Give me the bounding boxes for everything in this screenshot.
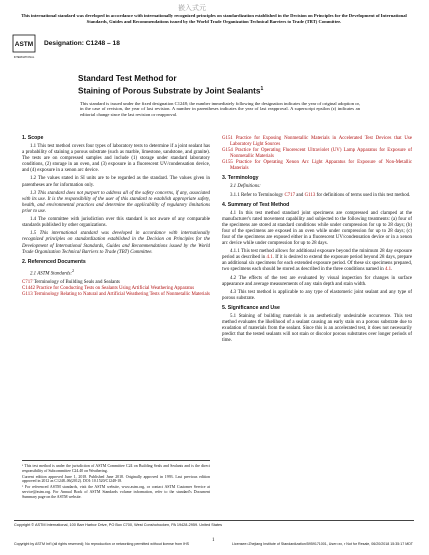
link-section-4-1[interactable]: 4.1 bbox=[266, 255, 273, 261]
para-1-1: 1.1 This test method covers four types of laboratory tests to determine if a joint sealant has a probability of staining a porous substrate (such as marble, limestone, sandstone, and granite). The tests are on compressed samples and include (1) storage under standard laboratory conditions, (2) storage in an oven, and (3) exposure in a fluorescent UV/condensation device, and (4) exposure in a xenon arc device. bbox=[22, 144, 210, 174]
section-5-heading: 5. Significance and Use bbox=[222, 304, 280, 311]
para-4-2: 4.2 The effects of the test are evaluated by visual inspection for changes in surface appearance and average measurements of any stain depth and stain width. bbox=[222, 275, 412, 287]
title-line-2 bbox=[78, 84, 358, 97]
reference-title[interactable]: Terminology Relating to Natural and Artificial Weathering Tests of Nonmetallic Materials bbox=[32, 291, 210, 297]
para-1-5: 1.5 This international standard was developed in accordance with internationally recognized principles on standardization established in the Decision on Principles for the Development of International Standards, Guides and Recommendations issued by the World Trade Organization Technical Barriers to Trade (TBT) Committee. bbox=[22, 231, 210, 255]
para-2-1 bbox=[22, 268, 210, 278]
para-5-1: 5.1 Staining of building materials is an aesthetically undesirable occurrence. This test method evaluates the likelihood of a sealant causing an early stain on a porous substrate due to exudation of materials from the sealant. Since this is an accelerated test, it does not necessarily predict that the tested sealants will not stain or discolor porous substrates over longer periods of time. bbox=[222, 313, 412, 344]
footnote-1: ¹ This test method is under the jurisdiction of ASTM Committee C24 on Building Seals and Sealants and is the direct responsibility of Subcommittee C24.40 on Weathering. bbox=[22, 464, 210, 473]
astm-logo-icon bbox=[12, 34, 36, 62]
designation: Designation: C1248 – 18 bbox=[44, 40, 120, 47]
reference-link-g154[interactable]: G154 bbox=[222, 148, 233, 154]
para-3-1-1-text: 3.1.1 Refer to Terminology bbox=[230, 192, 285, 198]
footnote-1-edition: Current edition approved June 1, 2018. Published June 2018. Originally approved in 1993. Last previous edition approved in 2012 as C1248–06(2012). DOI: 10.1520/C1248-18. bbox=[22, 474, 210, 484]
reference-title: Terminology of Building Seals and Sealants bbox=[32, 279, 120, 285]
para-4-1-1-end: . bbox=[391, 267, 393, 273]
page-title bbox=[78, 74, 358, 97]
link-g113[interactable]: G113 bbox=[304, 192, 316, 198]
para-4-1-1 bbox=[222, 249, 412, 273]
title-line-1: Standard Test Method for bbox=[78, 74, 177, 83]
reference-item bbox=[222, 136, 412, 148]
page-number: 1 bbox=[212, 538, 215, 543]
para-3-1-1 bbox=[222, 193, 412, 199]
reference-link-g155[interactable]: G155 bbox=[222, 160, 233, 166]
watermark-text: 嵌入式元 bbox=[178, 5, 206, 12]
para-2-1-footnote-mark: 2 bbox=[71, 267, 75, 273]
section-3-heading: 3. Terminology bbox=[222, 175, 259, 182]
para-4-1-1-text: 4.1.1 This test method allows for additional exposure beyond the minimum 28 day exposure period as described in bbox=[222, 249, 412, 261]
license-notice-left: Copyright by ASTM Int'l (all rights reserved); No reproduction or networking permitted without license from IHS bbox=[14, 542, 190, 546]
para-4-3: 4.3 This test method is applicable to any type of elastomeric joint sealant and any type of porous substrate. bbox=[222, 289, 412, 301]
para-4-1-1-body: . If it is desired to extend the exposure period beyond 28 days, prepare an additional six specimens for each extended exposure period. Of these six specimens prepared, two specimens each should be stored as described in the three conditions named in bbox=[222, 255, 412, 273]
link-section-4-1[interactable]: 4.1 bbox=[384, 267, 392, 273]
license-notice-right: Licensee=Zhejiang Institute of Standardization/5959171001, User=xx, r Not for Resale, 06/20/2018 15:35:17 MDT bbox=[232, 542, 413, 546]
reference-title[interactable]: Practice for Operating Fluorescent Ultraviolet (UV) Lamp Apparatus for Exposure of Nonmetallic Materials bbox=[230, 148, 412, 160]
reference-link-g151[interactable]: G151 bbox=[222, 136, 233, 141]
para-1-2: 1.2 The values stated in SI units are to be regarded as the standard. The values given in parentheses are for information only. bbox=[22, 176, 210, 188]
right-column bbox=[222, 136, 412, 346]
title-footnote-mark: 1 bbox=[260, 86, 264, 92]
title-line-2-text: Staining of Porous Substrate by Joint Sealants bbox=[78, 86, 261, 96]
reference-title[interactable]: Practice for Exposing Nonmetallic Materials in Accelerated Test Devices that Use Laboratory Light Sources bbox=[230, 136, 412, 148]
para-1-4: 1.4 The committee with jurisdiction over this standard is not aware of any comparable standards published by other organizations. bbox=[22, 217, 210, 229]
section-1-heading: 1. Scope bbox=[22, 135, 44, 141]
reference-item bbox=[222, 148, 412, 160]
para-3-1-1-and: and bbox=[295, 192, 305, 198]
reference-link-c717[interactable]: C717 bbox=[22, 279, 33, 285]
reference-item bbox=[22, 292, 210, 298]
wto-notice: This international standard was developed in accordance with internationally recognized principles on standardization established in the Decision on Principles for the Development of International Standards, Guides and Recommendations issued by the World Trade Organization Technical Barriers to Trade (TBT) Committee. bbox=[21, 13, 407, 24]
reference-title[interactable]: Practice for Operating Xenon Arc Light Apparatus for Exposure of Non-Metallic Materials bbox=[230, 160, 412, 172]
copyright-footer: Copyright © ASTM International, 100 Barr Harbor Drive, PO Box C700, West Conshohocken, PA 19428-2959. United States bbox=[14, 520, 414, 528]
reference-title[interactable]: Practice for Conducting Tests on Sealants Using Artificial Weathering Apparatus bbox=[35, 285, 195, 291]
logo-subtext: INTERNATIONAL bbox=[13, 56, 35, 59]
left-column bbox=[22, 132, 210, 298]
section-4-heading: 4. Summary of Test Method bbox=[222, 201, 290, 208]
para-1-3: 1.3 This standard does not purport to address all of the safety concerns, if any, associated with its use. It is the responsibility of the user of this standard to establish appropriate safety, health, and environmental practices and determine the applicability of regulatory limitations prior to use. bbox=[22, 190, 210, 214]
section-2-heading: 2. Referenced Documents bbox=[22, 258, 86, 265]
footnote-2: ² For referenced ASTM standards, visit the ASTM website, www.astm.org, or contact ASTM Customer Service at service@astm.org. For Annual Book of ASTM Standards volume information, refer to the standard's Document Summary page on the ASTM website. bbox=[22, 485, 210, 499]
logo-text: ASTM bbox=[14, 41, 34, 48]
reference-link-c1442[interactable]: C1442 bbox=[22, 285, 36, 291]
link-c717[interactable]: C717 bbox=[284, 192, 296, 198]
footnotes bbox=[22, 460, 210, 501]
para-2-1-text: 2.1 ASTM Standards: bbox=[30, 271, 72, 277]
standard-issue-note: This standard is issued under the fixed designation C1248; the number immediately following the designation indicates the year of original adoption or, in the case of revision, the year of last revision. A number in parentheses indicates the year of last reapproval. A superscript epsilon (ε) indicates an editorial change since the last revision or reapproval. bbox=[80, 101, 360, 117]
reference-item bbox=[222, 160, 412, 172]
para-4-1: 4.1 In this test method standard joint specimens are compressed and clamped at the manufacturer's rated movement capability and subjected to the following treatments: (a) four of the specimens are stored at standard conditions while under compression for up to 28 days; (b) four of the specimens are exposed in an oven while under compression for up to 28 days; (c) four of the specimens are exposed either in a fluorescent UV/condensation device or in a xenon arc device while under compression for up to 28 days. bbox=[222, 210, 412, 246]
para-3-1: 3.1 Definitions: bbox=[230, 184, 261, 190]
para-3-1-1-tail: for definitions of terms used in this test method. bbox=[315, 192, 411, 198]
reference-link-g113[interactable]: G113 bbox=[22, 291, 33, 297]
